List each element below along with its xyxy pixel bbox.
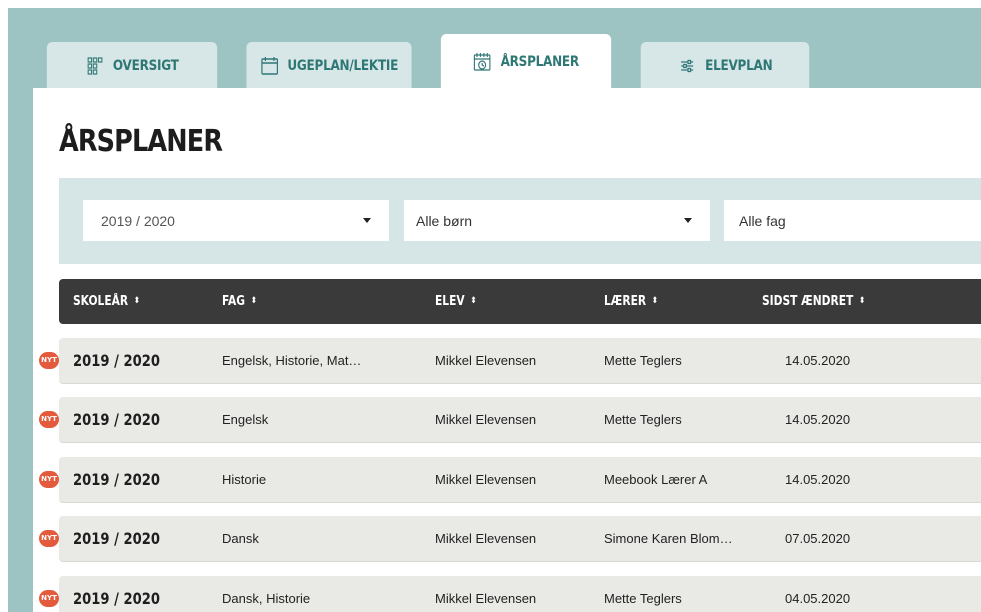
new-badge: NYT (39, 411, 59, 428)
year-select[interactable] (83, 200, 389, 241)
cell-date: 14.05.2020 (785, 472, 851, 487)
cell-date: 14.05.2020 (785, 412, 851, 427)
subjects-select-value: Alle fag (739, 212, 786, 229)
cell-laerer: Simone Karen Blom… (604, 531, 733, 546)
cell-laerer: Mette Teglers (604, 353, 682, 368)
tab-label: ÅRSPLANER (500, 54, 579, 70)
cell-year: 2019 / 2020 (73, 410, 160, 429)
cell-fag: Engelsk, Historie, Mat… (222, 353, 362, 368)
column-header-laerer[interactable]: LÆRER ⬍ (604, 294, 658, 309)
cell-year: 2019 / 2020 (73, 529, 160, 548)
cell-year: 2019 / 2020 (73, 351, 160, 370)
cell-fag: Dansk (222, 531, 259, 546)
cell-elev: Mikkel Elevensen (435, 353, 537, 368)
cell-year: 2019 / 2020 (73, 470, 160, 489)
chevron-down-icon (363, 218, 371, 223)
cell-laerer: Mette Teglers (604, 591, 682, 606)
calendar-icon (260, 55, 279, 77)
tab-label: OVERSIGT (112, 58, 179, 74)
cell-fag: Engelsk (222, 412, 269, 427)
table-row[interactable] (41, 397, 981, 443)
cell-fag: Dansk, Historie (222, 591, 311, 606)
table-row[interactable] (41, 576, 981, 612)
column-header-fag[interactable]: FAG ⬍ (222, 294, 257, 309)
grid-icon (85, 55, 104, 77)
tab-arsplaner[interactable] (441, 34, 611, 90)
column-header-skolear[interactable]: SKOLEÅR ⬍ (73, 294, 140, 309)
page-title: ÅRSPLANER (59, 124, 223, 159)
tab-oversigt[interactable] (47, 42, 217, 90)
tab-elevplan[interactable] (641, 42, 810, 90)
sort-icon: ⬍ (133, 296, 140, 306)
year-select-value: 2019 / 2020 (101, 212, 175, 229)
children-select-value: Alle børn (416, 212, 473, 229)
cell-laerer: Mette Teglers (604, 412, 682, 427)
tab-label: UGEPLAN/LEKTIE (287, 58, 399, 74)
cell-year: 2019 / 2020 (73, 589, 160, 608)
sort-icon: ⬍ (651, 296, 658, 306)
table-row[interactable] (41, 516, 981, 562)
new-badge: NYT (39, 530, 59, 547)
cell-fag: Historie (222, 472, 267, 487)
sort-icon: ⬍ (470, 296, 477, 306)
subjects-select[interactable] (724, 200, 981, 241)
tab-ugeplan[interactable] (246, 42, 411, 90)
new-badge: NYT (39, 471, 59, 488)
table-row[interactable] (41, 457, 981, 503)
table-row[interactable] (41, 338, 981, 384)
sliders-icon (678, 55, 697, 77)
cell-laerer: Meebook Lærer A (604, 472, 708, 487)
sort-icon: ⬍ (858, 296, 866, 306)
cell-elev: Mikkel Elevensen (435, 531, 537, 546)
cell-elev: Mikkel Elevensen (435, 591, 537, 606)
cell-date: 14.05.2020 (785, 353, 851, 368)
column-header-sidst-aendret[interactable]: SIDST ÆNDRET ⬍ (762, 294, 866, 309)
new-badge: NYT (39, 352, 59, 369)
cell-elev: Mikkel Elevensen (435, 412, 537, 427)
calendar-clock-icon (473, 51, 492, 73)
cell-date: 07.05.2020 (785, 531, 851, 546)
tab-label: ELEVPLAN (705, 58, 773, 74)
sort-icon: ⬍ (250, 296, 257, 306)
cell-date: 04.05.2020 (785, 591, 851, 606)
new-badge: NYT (39, 590, 59, 607)
cell-elev: Mikkel Elevensen (435, 472, 537, 487)
children-select[interactable] (404, 200, 710, 241)
column-header-elev[interactable]: ELEV ⬍ (435, 294, 477, 309)
chevron-down-icon (684, 218, 692, 223)
table-header (59, 279, 981, 324)
